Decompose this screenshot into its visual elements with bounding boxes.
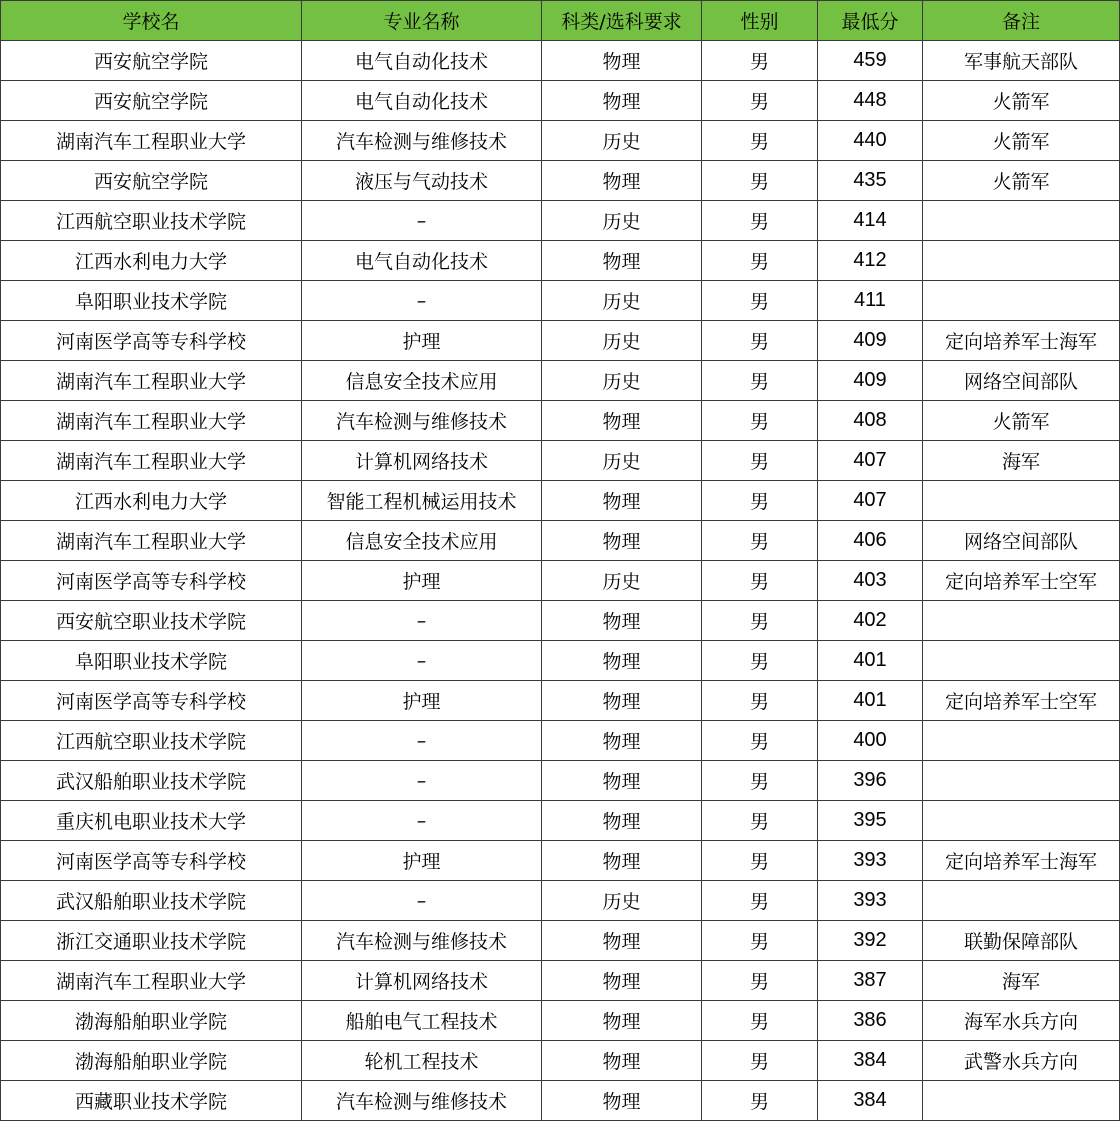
table-row: [1, 641, 1120, 681]
school-cell: 江西水利电力大学: [1, 241, 302, 281]
remark-cell: 武警水兵方向: [923, 1041, 1120, 1081]
table-row: [1, 441, 1120, 481]
school-cell: 江西水利电力大学: [1, 481, 302, 521]
school-cell: 河南医学高等专科学校: [1, 561, 302, 601]
school-cell: 河南医学高等专科学校: [1, 841, 302, 881]
remark-cell: 定向培养军士海军: [923, 841, 1120, 881]
min-score-cell: 384: [818, 1041, 923, 1081]
remark-cell: [923, 281, 1120, 321]
major-cell: 计算机网络技术: [302, 441, 542, 481]
major-cell: –: [302, 281, 542, 321]
min-score-cell: 435: [818, 161, 923, 201]
major-cell: 船舶电气工程技术: [302, 1001, 542, 1041]
table-row: [1, 1081, 1120, 1121]
table-body: [1, 41, 1120, 1121]
major-cell: 智能工程机械运用技术: [302, 481, 542, 521]
school-cell: 湖南汽车工程职业大学: [1, 361, 302, 401]
subject-cell: 物理: [542, 1001, 702, 1041]
min-score-cell: 412: [818, 241, 923, 281]
gender-cell: 男: [702, 721, 818, 761]
min-score-cell: 407: [818, 441, 923, 481]
table-row: [1, 281, 1120, 321]
subject-cell: 物理: [542, 961, 702, 1001]
min-score-cell: 396: [818, 761, 923, 801]
subject-cell: 历史: [542, 321, 702, 361]
school-cell: 西安航空学院: [1, 41, 302, 81]
gender-cell: 男: [702, 201, 818, 241]
remark-cell: 火箭军: [923, 81, 1120, 121]
subject-cell: 物理: [542, 841, 702, 881]
min-score-cell: 403: [818, 561, 923, 601]
gender-cell: 男: [702, 521, 818, 561]
min-score-cell: 393: [818, 881, 923, 921]
remark-cell: [923, 761, 1120, 801]
table-row: [1, 81, 1120, 121]
subject-cell: 物理: [542, 401, 702, 441]
subject-cell: 物理: [542, 921, 702, 961]
min-score-cell: 401: [818, 681, 923, 721]
school-cell: 渤海船舶职业学院: [1, 1001, 302, 1041]
column-header-remark: 备注: [923, 1, 1120, 41]
school-cell: 湖南汽车工程职业大学: [1, 961, 302, 1001]
subject-cell: 物理: [542, 601, 702, 641]
school-cell: 西安航空学院: [1, 81, 302, 121]
major-cell: 电气自动化技术: [302, 241, 542, 281]
table-row: [1, 881, 1120, 921]
gender-cell: 男: [702, 161, 818, 201]
major-cell: 护理: [302, 561, 542, 601]
table-row: [1, 241, 1120, 281]
gender-cell: 男: [702, 921, 818, 961]
gender-cell: 男: [702, 121, 818, 161]
gender-cell: 男: [702, 1001, 818, 1041]
table-row: [1, 601, 1120, 641]
school-cell: 浙江交通职业技术学院: [1, 921, 302, 961]
table-row: [1, 481, 1120, 521]
major-cell: 轮机工程技术: [302, 1041, 542, 1081]
min-score-cell: 395: [818, 801, 923, 841]
major-cell: 护理: [302, 321, 542, 361]
min-score-cell: 411: [818, 281, 923, 321]
remark-cell: 联勤保障部队: [923, 921, 1120, 961]
remark-cell: [923, 481, 1120, 521]
min-score-cell: 392: [818, 921, 923, 961]
min-score-cell: 400: [818, 721, 923, 761]
table-row: [1, 721, 1120, 761]
major-cell: 护理: [302, 681, 542, 721]
remark-cell: [923, 241, 1120, 281]
gender-cell: 男: [702, 961, 818, 1001]
remark-cell: [923, 801, 1120, 841]
remark-cell: [923, 1081, 1120, 1121]
gender-cell: 男: [702, 41, 818, 81]
remark-cell: [923, 881, 1120, 921]
remark-cell: [923, 721, 1120, 761]
table-row: [1, 801, 1120, 841]
major-cell: –: [302, 721, 542, 761]
column-header-school: 学校名: [1, 1, 302, 41]
column-header-subject: 科类/选科要求: [542, 1, 702, 41]
school-cell: 重庆机电职业技术大学: [1, 801, 302, 841]
gender-cell: 男: [702, 1041, 818, 1081]
subject-cell: 历史: [542, 561, 702, 601]
major-cell: –: [302, 801, 542, 841]
school-cell: 阜阳职业技术学院: [1, 281, 302, 321]
gender-cell: 男: [702, 641, 818, 681]
major-cell: –: [302, 601, 542, 641]
major-cell: 电气自动化技术: [302, 81, 542, 121]
min-score-cell: 402: [818, 601, 923, 641]
gender-cell: 男: [702, 561, 818, 601]
major-cell: 汽车检测与维修技术: [302, 921, 542, 961]
subject-cell: 物理: [542, 681, 702, 721]
min-score-cell: 401: [818, 641, 923, 681]
min-score-cell: 407: [818, 481, 923, 521]
major-cell: 信息安全技术应用: [302, 521, 542, 561]
remark-cell: 网络空间部队: [923, 361, 1120, 401]
subject-cell: 历史: [542, 441, 702, 481]
school-cell: 河南医学高等专科学校: [1, 321, 302, 361]
school-cell: 湖南汽车工程职业大学: [1, 401, 302, 441]
min-score-cell: 409: [818, 361, 923, 401]
subject-cell: 历史: [542, 281, 702, 321]
table-row: [1, 361, 1120, 401]
major-cell: –: [302, 761, 542, 801]
subject-cell: 物理: [542, 241, 702, 281]
min-score-cell: 459: [818, 41, 923, 81]
gender-cell: 男: [702, 281, 818, 321]
table-row: [1, 841, 1120, 881]
major-cell: 电气自动化技术: [302, 41, 542, 81]
school-cell: 阜阳职业技术学院: [1, 641, 302, 681]
major-cell: 汽车检测与维修技术: [302, 401, 542, 441]
school-cell: 江西航空职业技术学院: [1, 721, 302, 761]
subject-cell: 物理: [542, 161, 702, 201]
table-row: [1, 681, 1120, 721]
remark-cell: 军事航天部队: [923, 41, 1120, 81]
gender-cell: 男: [702, 681, 818, 721]
major-cell: 护理: [302, 841, 542, 881]
remark-cell: 火箭军: [923, 401, 1120, 441]
gender-cell: 男: [702, 1081, 818, 1121]
subject-cell: 物理: [542, 481, 702, 521]
remark-cell: [923, 641, 1120, 681]
table-row: [1, 321, 1120, 361]
min-score-cell: 387: [818, 961, 923, 1001]
major-cell: 信息安全技术应用: [302, 361, 542, 401]
subject-cell: 物理: [542, 641, 702, 681]
table-row: [1, 1041, 1120, 1081]
table-row: [1, 401, 1120, 441]
header-row: [1, 1, 1120, 41]
school-cell: 西安航空职业技术学院: [1, 601, 302, 641]
remark-cell: 定向培养军士空军: [923, 681, 1120, 721]
table-row: [1, 161, 1120, 201]
min-score-cell: 408: [818, 401, 923, 441]
table-row: [1, 1001, 1120, 1041]
min-score-cell: 406: [818, 521, 923, 561]
table-row: [1, 761, 1120, 801]
gender-cell: 男: [702, 441, 818, 481]
gender-cell: 男: [702, 481, 818, 521]
major-cell: 汽车检测与维修技术: [302, 121, 542, 161]
table-row: [1, 561, 1120, 601]
table-row: [1, 961, 1120, 1001]
subject-cell: 物理: [542, 1081, 702, 1121]
school-cell: 西安航空学院: [1, 161, 302, 201]
subject-cell: 物理: [542, 721, 702, 761]
subject-cell: 物理: [542, 1041, 702, 1081]
min-score-cell: 393: [818, 841, 923, 881]
remark-cell: 火箭军: [923, 161, 1120, 201]
gender-cell: 男: [702, 81, 818, 121]
min-score-cell: 384: [818, 1081, 923, 1121]
major-cell: 液压与气动技术: [302, 161, 542, 201]
remark-cell: 海军: [923, 441, 1120, 481]
remark-cell: 定向培养军士空军: [923, 561, 1120, 601]
school-cell: 江西航空职业技术学院: [1, 201, 302, 241]
subject-cell: 历史: [542, 361, 702, 401]
table-header: [1, 1, 1120, 41]
subject-cell: 物理: [542, 41, 702, 81]
remark-cell: 海军水兵方向: [923, 1001, 1120, 1041]
subject-cell: 历史: [542, 201, 702, 241]
gender-cell: 男: [702, 761, 818, 801]
remark-cell: 火箭军: [923, 121, 1120, 161]
gender-cell: 男: [702, 361, 818, 401]
gender-cell: 男: [702, 841, 818, 881]
table-row: [1, 521, 1120, 561]
gender-cell: 男: [702, 321, 818, 361]
remark-cell: 网络空间部队: [923, 521, 1120, 561]
gender-cell: 男: [702, 601, 818, 641]
min-score-cell: 440: [818, 121, 923, 161]
school-cell: 河南医学高等专科学校: [1, 681, 302, 721]
min-score-cell: 414: [818, 201, 923, 241]
school-cell: 武汉船舶职业技术学院: [1, 881, 302, 921]
school-cell: 湖南汽车工程职业大学: [1, 441, 302, 481]
remark-cell: 海军: [923, 961, 1120, 1001]
table-row: [1, 201, 1120, 241]
gender-cell: 男: [702, 241, 818, 281]
min-score-cell: 409: [818, 321, 923, 361]
subject-cell: 物理: [542, 521, 702, 561]
min-score-cell: 448: [818, 81, 923, 121]
remark-cell: [923, 601, 1120, 641]
table-row: [1, 921, 1120, 961]
major-cell: –: [302, 881, 542, 921]
school-cell: 湖南汽车工程职业大学: [1, 121, 302, 161]
column-header-major: 专业名称: [302, 1, 542, 41]
major-cell: 计算机网络技术: [302, 961, 542, 1001]
subject-cell: 物理: [542, 761, 702, 801]
table-row: [1, 41, 1120, 81]
subject-cell: 历史: [542, 881, 702, 921]
column-header-min-score: 最低分: [818, 1, 923, 41]
subject-cell: 物理: [542, 801, 702, 841]
column-header-gender: 性别: [702, 1, 818, 41]
school-cell: 西藏职业技术学院: [1, 1081, 302, 1121]
major-cell: –: [302, 641, 542, 681]
remark-cell: 定向培养军士海军: [923, 321, 1120, 361]
remark-cell: [923, 201, 1120, 241]
table-row: [1, 121, 1120, 161]
subject-cell: 历史: [542, 121, 702, 161]
major-cell: 汽车检测与维修技术: [302, 1081, 542, 1121]
gender-cell: 男: [702, 801, 818, 841]
school-cell: 湖南汽车工程职业大学: [1, 521, 302, 561]
gender-cell: 男: [702, 401, 818, 441]
school-cell: 渤海船舶职业学院: [1, 1041, 302, 1081]
major-cell: –: [302, 201, 542, 241]
subject-cell: 物理: [542, 81, 702, 121]
min-score-cell: 386: [818, 1001, 923, 1041]
school-cell: 武汉船舶职业技术学院: [1, 761, 302, 801]
gender-cell: 男: [702, 881, 818, 921]
